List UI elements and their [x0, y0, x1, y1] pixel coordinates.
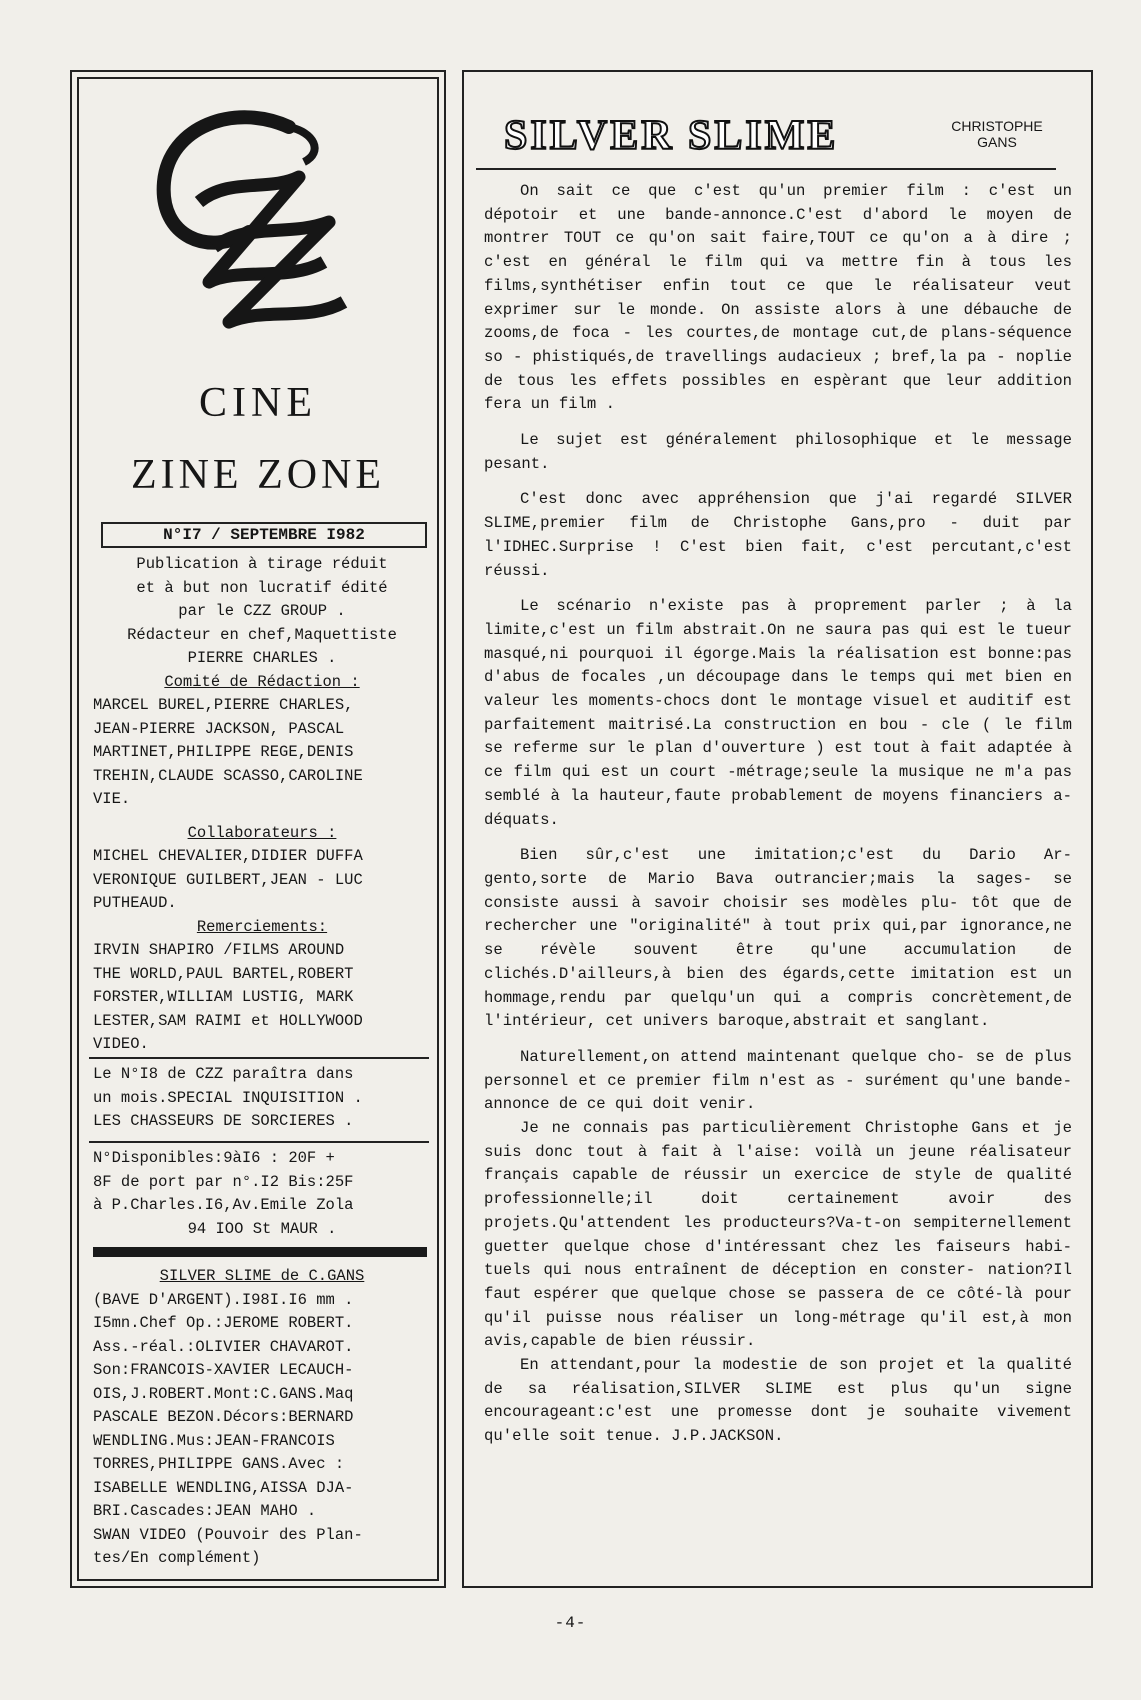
credits-line: (BAVE D'ARGENT).I98I.I6 mm .: [93, 1290, 354, 1309]
article-frame: [462, 70, 1093, 1588]
divider: [89, 1057, 429, 1059]
committee-line: JEAN-PIERRE JACKSON, PASCAL: [93, 719, 345, 738]
credits-block: [93, 1265, 431, 1571]
article-title-wrap: [504, 112, 838, 160]
article-paragraph: Je ne connais pas particulièrement Christophe Gans et je suis donc tout à fait à l'aise: voilà un jeune réalisateur français capable de réussir un exercice de style de qualité professionnelle;il doit certainement avoir des projets.Qu'attendent les producteurs?Va-t-on sempiternellement guetter quelque chose d'intéressant chez les faiseurs habi- tuels qui nous entraînent de déception en conster- nation?Il faut espérer que quelque chose se passera de ce côté-là pour qu'il puisse nous réaliser un long-métrage qu'il est,à mon avis,capable de bien réussir.: [484, 1119, 1072, 1351]
next-issue-line: Le N°I8 de CZZ paraîtra dans: [93, 1065, 354, 1083]
committee-line: MARTINET,PHILIPPE REGE,DENIS: [93, 743, 354, 761]
masthead-cine: CINE: [199, 380, 317, 426]
black-divider-bar: [93, 1247, 427, 1257]
thanks-line: VIDEO.: [93, 1035, 149, 1053]
sidebar-frame: [70, 70, 446, 1588]
credits-line: Son:FRANCOIS-XAVIER LECAUCH-: [93, 1361, 354, 1379]
author-last-name: GANS: [977, 134, 1017, 150]
thanks-line: IRVIN SHAPIRO /FILMS AROUND: [93, 941, 345, 959]
back-issues-line: à P.Charles.I6,Av.Emile Zola: [93, 1196, 354, 1214]
credits-line: PASCALE BEZON.Décors:BERNARD: [93, 1408, 354, 1426]
divider: [89, 1141, 429, 1143]
committee-line: TREHIN,CLAUDE SCASSO,CAROLINE: [93, 766, 363, 785]
credits-line: OIS,J.ROBERT.Mont:C.GANS.Maq: [93, 1384, 354, 1403]
thanks-line: FORSTER,WILLIAM LUSTIG, MARK: [93, 988, 354, 1006]
article-paragraph: En attendant,pour la modestie de son projet et la qualité de sa réalisation,SILVER SLIME est plus qu'un signe encourageant:c'est une promesse dont je souhaite vivement qu'elle soit tenue. J.P.JACKSON.: [484, 1356, 1072, 1446]
next-issue-line: LES CHASSEURS DE SORCIERES .: [93, 1112, 354, 1130]
credits-line: tes/En complément): [93, 1549, 261, 1567]
article-author: [937, 118, 1057, 150]
thanks-heading: Remerciements:: [196, 917, 328, 936]
back-issues-line: 8F de port par n°.I2 Bis:25F: [93, 1172, 354, 1191]
back-issues-note: [93, 1147, 431, 1241]
publication-line: et à but non lucratif édité: [136, 578, 388, 597]
committee-heading: Comité de Rédaction :: [164, 672, 360, 691]
next-issue-note: [93, 1063, 431, 1134]
committee-line: MARCEL BUREL,PIERRE CHARLES,: [93, 696, 354, 714]
collab-heading: Collaborateurs :: [187, 823, 337, 842]
article-paragraph: Le scénario n'existe pas à proprement parler ; à la limite,c'est un film abstrait.On ne saura pas qui est le tueur masqué,ni pourquoi il égorge.Mais la réalisation est bonne:pas d'abus de focales ,un découpage dans le temps qui met bien en valeur les moments-chocs dont le montage visuel et auditif est parfaitement maitrisé.La construction en bou - cle ( le film se referme sur le plan d'ouverture ) est tout à fait adaptée à ce film qui est un court -métrage;seule la musique ne m'a pas semblé à la hauteur,faute probablement de moyens financiers a- déquats.: [484, 597, 1072, 829]
publication-line: par le CZZ GROUP .: [178, 602, 346, 620]
publication-line: Publication à tirage réduit: [136, 555, 388, 573]
article-title: SILVER SLIME: [504, 113, 839, 159]
next-issue-line: un mois.SPECIAL INQUISITION .: [93, 1088, 363, 1107]
article-paragraph: On sait ce que c'est qu'un premier film : c'est un dépotoir et une bande-annonce.C'est d'abord le moyen de montrer TOUT ce qu'on sait faire,TOUT ce qu'on a à dire ; c'est en général le film qui va mettre fin à tous les films,synthétiser enfin tout ce que le réalisateur veut exprimer sur le monde. On assiste alors à une débauche de zooms,de foca - les courtes,de montage cut,de plans-séquence so - phistiqués,de travellings audacieux ; bref,la pa - noplie de tous les effets possibles en espèrant que leur addition fera un film .: [484, 182, 1072, 414]
article-body: [484, 180, 1072, 1449]
committee-line: VIE.: [93, 790, 131, 808]
credits-line: TORRES,PHILIPPE GANS.Avec :: [93, 1455, 345, 1473]
editor-heading: Rédacteur en chef,Maquettiste: [127, 625, 397, 644]
title-underline: [476, 168, 1056, 170]
article-paragraph: Le sujet est généralement philosophique et le message pesant.: [484, 431, 1072, 473]
collab-line: PUTHEAUD.: [93, 894, 177, 912]
issue-label: N°I7 / SEPTEMBRE I982: [101, 522, 427, 548]
credits-line: WENDLING.Mus:JEAN-FRANCOIS: [93, 1431, 335, 1450]
publication-note: [93, 553, 431, 1057]
credits-heading: SILVER SLIME de C.GANS: [159, 1267, 365, 1285]
credits-line: I5mn.Chef Op.:JEROME ROBERT.: [93, 1314, 354, 1332]
thanks-line: THE WORLD,PAUL BARTEL,ROBERT: [93, 964, 354, 983]
collab-line: VERONIQUE GUILBERT,JEAN - LUC: [93, 870, 363, 889]
page-number: -4-: [554, 1614, 587, 1632]
editor-name: PIERRE CHARLES .: [187, 649, 337, 667]
thanks-line: LESTER,SAM RAIMI et HOLLYWOOD: [93, 1011, 363, 1030]
czz-logo-icon: [139, 107, 369, 347]
credits-line: Ass.-réal.:OLIVIER CHAVAROT.: [93, 1337, 354, 1356]
article-paragraph: Naturellement,on attend maintenant quelque cho- se de plus personnel et ce premier film n'est as - surément qu'une bande-annonce de ce qui doit venir.: [484, 1047, 1072, 1114]
credits-line: BRI.Cascades:JEAN MAHO .: [93, 1502, 317, 1520]
masthead-zine-zone: ZINE ZONE: [130, 452, 386, 498]
credits-line: ISABELLE WENDLING,AISSA DJA-: [93, 1478, 354, 1497]
author-first-name: CHRISTOPHE: [951, 118, 1043, 134]
back-issues-line: 94 IOO St MAUR .: [187, 1219, 337, 1238]
collab-line: MICHEL CHEVALIER,DIDIER DUFFA: [93, 847, 363, 865]
article-paragraph: C'est donc avec appréhension que j'ai regardé SILVER SLIME,premier film de Christophe Gans,pro - duit par l'IDHEC.Surprise ! C'est bien fait, c'est percutant,c'est réussi.: [484, 490, 1072, 580]
credits-line: SWAN VIDEO (Pouvoir des Plan-: [93, 1525, 363, 1544]
sidebar-inner: [77, 77, 439, 1581]
article-paragraph: Bien sûr,c'est une imitation;c'est du Dario Ar- gento,sorte de Mario Bava outrancier;mais la sages- se consiste aussi à savoir choisir ses modèles plu- tôt que de rechercher une "originalité" à tout prix qui,par ignorance,ne se révèle souvent être qu'une accumulation de clichés.D'ailleurs,à bien des égards,cette imitation est un hommage,rendu par quelqu'un qui a compris concrètement,de l'intérieur, cet univers baroque,abstrait et sanglant.: [484, 846, 1072, 1031]
back-issues-line: N°Disponibles:9àI6 : 20F +: [93, 1149, 335, 1167]
